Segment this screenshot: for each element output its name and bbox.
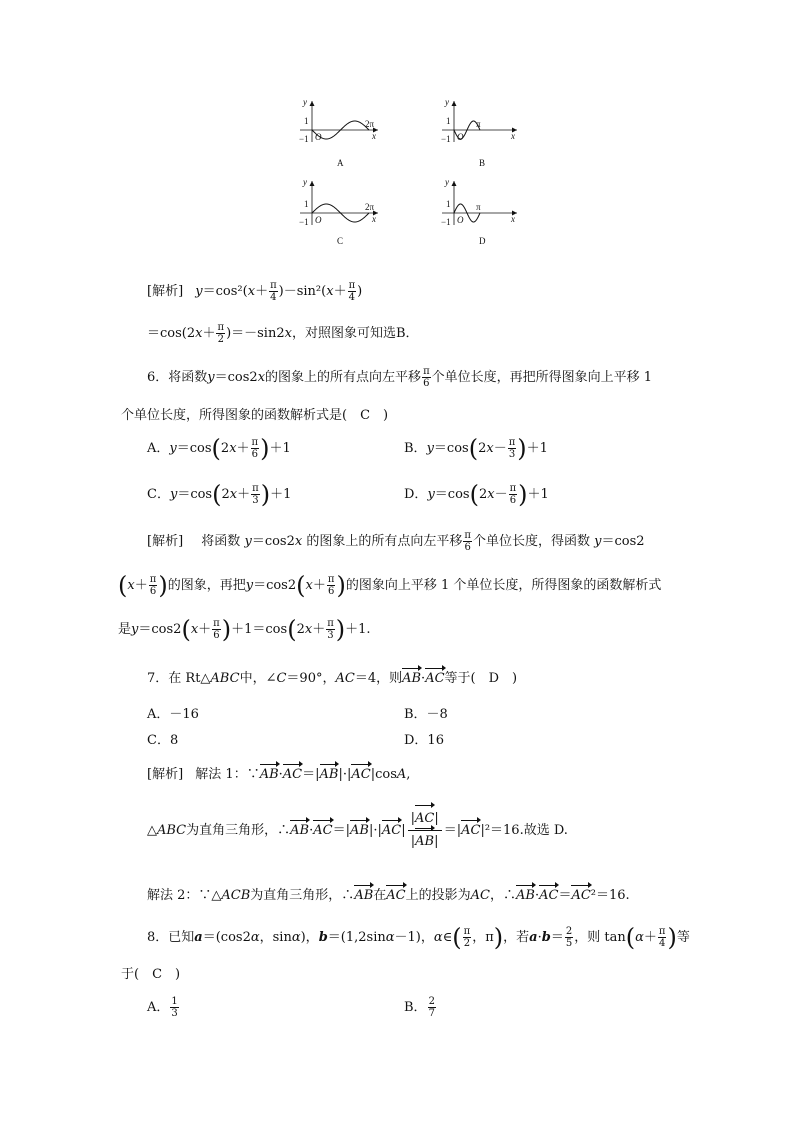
q7-option-d: D．16 bbox=[404, 733, 444, 748]
graph-caption: C bbox=[337, 236, 344, 246]
tick-label-one: 1 bbox=[446, 199, 451, 209]
origin-label: O bbox=[457, 132, 464, 142]
origin-label: O bbox=[315, 132, 322, 142]
q6-option-c: C．y＝cos(2x＋ $\frac{\pi}{3}$ )＋1 bbox=[147, 480, 292, 509]
y-axis-arrow bbox=[310, 101, 315, 106]
jiexi-label: [解析] bbox=[147, 284, 184, 299]
origin-label: O bbox=[457, 215, 464, 225]
q8-option-a: A． $\frac{1}{3}$ bbox=[147, 996, 178, 1019]
y-axis-label: y bbox=[303, 177, 307, 187]
q6-option-a: A．y＝cos(2x＋ $\frac{\pi}{6}$ )＋1 bbox=[147, 434, 291, 463]
q5-solution-line2: ＝cos(2x＋ $\frac{\pi}{2}$ )＝－sin2x，对照图象可知选B． bbox=[147, 322, 419, 345]
q6-stem-line2: 个单位长度，所得图象的函数解析式是( C ) bbox=[121, 408, 389, 423]
period-tick-label: 2π bbox=[365, 119, 375, 129]
x-axis-label: x bbox=[372, 131, 376, 141]
q6-solution-line1: [解析] 将函数 y＝cos2x 的图象上的所有点向左平移 $\frac{\pi}{6}$ 个单位长度，得函数 y＝cos2 bbox=[147, 530, 645, 553]
q8-option-b: B． $\frac{2}{7}$ bbox=[404, 996, 435, 1019]
q6-option-b: B．y＝cos(2x－ $\frac{\pi}{3}$ )＋1 bbox=[404, 434, 548, 463]
tick-label-one: 1 bbox=[446, 116, 451, 126]
q7-solution-method1: [解析] 解法 1：∵AB·AC＝|AB|·|AC|cosA, bbox=[147, 767, 411, 782]
tick-label-neg-one: −1 bbox=[299, 217, 309, 227]
tick-label-neg-one: −1 bbox=[441, 134, 451, 144]
q6-solution-line3: 是y＝cos2(x＋ $\frac{\pi}{6}$ )＋1＝cos(2x＋ $\frac{\pi}{3}$ )＋1. bbox=[118, 615, 371, 644]
y-axis-arrow bbox=[310, 181, 315, 186]
q5-solution-line1: [解析] y＝cos²(x＋ $\frac{\pi}{4}$ )－sin²(x＋ $\frac{\pi}{4}$ ) bbox=[147, 280, 363, 303]
q7-stem: 7．在 Rt△ABC中，∠C＝90°，AC＝4，则AB·AC等于( D ) bbox=[147, 671, 518, 686]
q7-solution-method2: 解法 2：∵△ACB为直角三角形，∴AB在AC上的投影为AC，∴AB·AC＝AC²＝16. bbox=[147, 888, 630, 903]
q7-option-b: B．－8 bbox=[404, 707, 448, 722]
y-axis-arrow bbox=[452, 181, 457, 186]
q5-conclusion: ，对照图象可知选B． bbox=[291, 326, 419, 341]
q7-option-c: C．8 bbox=[147, 733, 179, 748]
x-axis-label: x bbox=[511, 214, 515, 224]
x-axis-label: x bbox=[511, 131, 515, 141]
period-tick-label: π bbox=[476, 119, 481, 129]
y-axis-label: y bbox=[445, 97, 449, 107]
origin-label: O bbox=[315, 215, 322, 225]
tick-label-neg-one: −1 bbox=[299, 134, 309, 144]
tick-label-one: 1 bbox=[304, 116, 309, 126]
y-axis-label: y bbox=[445, 177, 449, 187]
graph-caption: D bbox=[479, 236, 486, 246]
tick-label-neg-one: −1 bbox=[441, 217, 451, 227]
q6-solution-line2: (x＋ $\frac{\pi}{6}$ )的图象，再把y＝cos2(x＋ $\frac{\pi}{6}$ )的图象向上平移 1 个单位长度，所得图象的函数解析式 bbox=[118, 571, 662, 600]
x-axis-label: x bbox=[372, 214, 376, 224]
graph-svg bbox=[0, 0, 794, 260]
q7-option-a: A．－16 bbox=[147, 707, 199, 722]
graph-caption: B bbox=[479, 158, 486, 168]
q8-stem-line1: 8．已知a＝(cos2α，sinα)，b＝(1,2sinα－1)，α∈( $\frac{\pi}{2}$ ，π)，若a·b＝ $\frac{2}{5}$ ，则 tan(α＋ $\frac{\pi}{4}$ )等 bbox=[147, 923, 690, 952]
y-axis-label: y bbox=[303, 97, 307, 107]
q6-stem-line1: 6．将函数y＝cos2x的图象上的所有点向左平移 $\frac{\pi}{6}$ 个单位长度，再把所得图象向上平移 1 bbox=[147, 366, 653, 389]
q6-option-d: D．y＝cos(2x－ $\frac{\pi}{6}$ )＋1 bbox=[404, 480, 549, 509]
tick-label-one: 1 bbox=[304, 199, 309, 209]
period-tick-label: π bbox=[476, 202, 481, 212]
q7-solution-triangle: △ABC为直角三角形，∴AB·AC＝|AB|·|AC| $\frac{|AC|}{|AB|}$ ＝|AC|²＝16.故选 D. bbox=[147, 808, 568, 853]
q8-stem-line2: 于( C ) bbox=[121, 967, 181, 982]
graph-caption: A bbox=[337, 158, 344, 168]
y-axis-arrow bbox=[452, 101, 457, 106]
period-tick-label: 2π bbox=[365, 202, 375, 212]
